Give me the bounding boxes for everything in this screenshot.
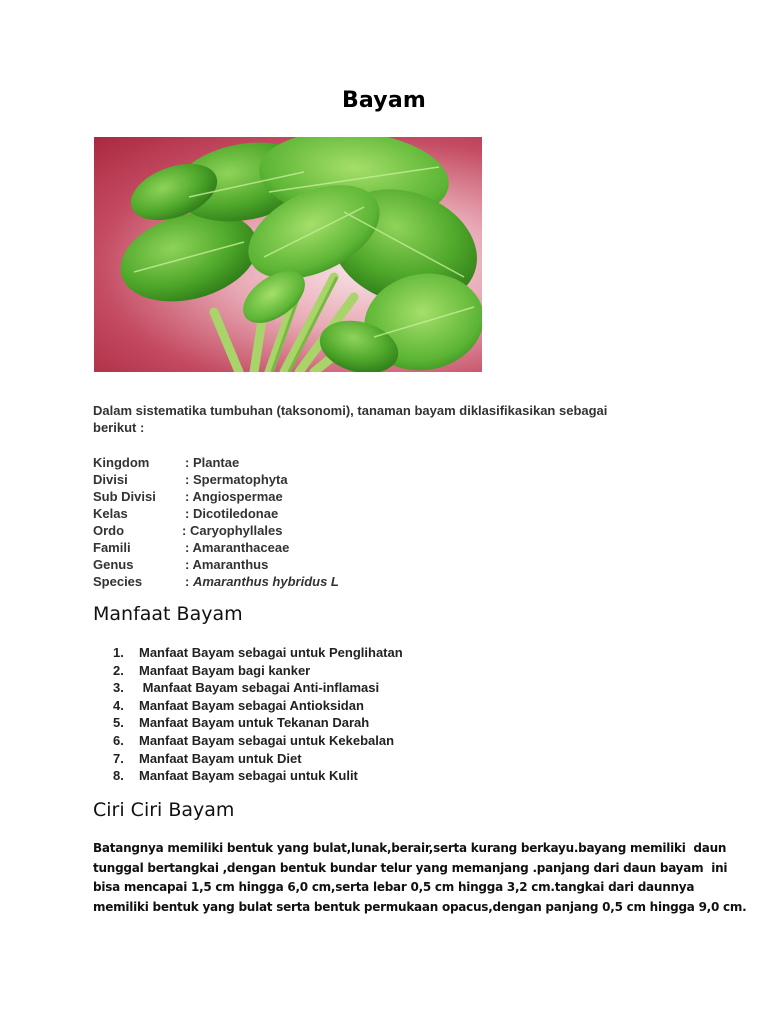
- list-text: Manfaat Bayam sebagai Antioksidan: [139, 697, 364, 713]
- intro-text: [93, 402, 653, 436]
- list-text: Manfaat Bayam untuk Tekanan Darah: [139, 715, 370, 731]
- taxonomy-value: Angiospermae: [192, 489, 283, 504]
- taxonomy-sep: :: [185, 557, 193, 572]
- list-item: [113, 750, 563, 768]
- ciri-paragraph: [93, 839, 747, 917]
- list-item: [113, 644, 563, 662]
- taxonomy-sep: :: [185, 506, 193, 521]
- list-text: Manfaat Bayam sebagai untuk Kulit: [139, 768, 358, 784]
- list-number: 2.: [113, 662, 124, 678]
- taxonomy-row: [93, 488, 493, 505]
- taxonomy-key: Kingdom: [93, 455, 150, 470]
- list-number: 5.: [113, 715, 124, 731]
- spinach-leaves-illustration: [94, 137, 482, 372]
- paragraph-line: tunggal bertangkai ,dengan bentuk bundar telur yang memanjang .panjang dari daun bayam ini: [93, 860, 728, 875]
- taxonomy-value: Amaranthaceae: [192, 540, 290, 555]
- list-number: 8.: [113, 768, 124, 784]
- taxonomy-key: Ordo: [93, 523, 125, 538]
- list-number: 1.: [113, 645, 124, 660]
- ciri-heading: Ciri Ciri Bayam: [93, 799, 235, 821]
- list-text: Manfaat Bayam sebagai untuk Kekebalan: [139, 732, 395, 748]
- list-item: [113, 662, 563, 680]
- taxonomy-key: Species: [93, 574, 143, 589]
- list-item: [113, 697, 563, 715]
- intro-line: berikut :: [93, 420, 145, 435]
- manfaat-list: [113, 644, 563, 785]
- list-item: [113, 767, 563, 785]
- taxonomy-value: Dicotiledonae: [192, 506, 279, 521]
- list-item: [113, 732, 563, 750]
- page-title: Bayam: [341, 88, 427, 113]
- taxonomy-sep: :: [185, 472, 193, 487]
- taxonomy-row: [93, 522, 493, 539]
- manfaat-heading: Manfaat Bayam: [93, 603, 243, 625]
- taxonomy-sep: :: [185, 540, 193, 555]
- taxonomy-sep: :: [182, 523, 190, 538]
- taxonomy-row: [93, 505, 493, 522]
- taxonomy-key: Divisi: [93, 472, 128, 487]
- taxonomy-row: [93, 454, 493, 471]
- taxonomy-row: [93, 573, 493, 590]
- intro-line: Dalam sistematika tumbuhan (taksonomi), tanaman bayam diklasifikasikan sebagai: [93, 403, 608, 418]
- list-number: 3.: [113, 680, 124, 696]
- paragraph-line: memiliki bentuk yang bulat serta bentuk permukaan opacus,dengan panjang 0,5 cm hingga 9,0 cm.: [93, 899, 747, 914]
- taxonomy-row: [93, 539, 493, 556]
- taxonomy-value: Amaranthus hybridus L: [192, 574, 339, 589]
- paragraph-line: Batangnya memiliki bentuk yang bulat,lunak,berair,serta kurang berkayu.bayang memiliki daun: [93, 841, 727, 855]
- spinach-photo: [94, 137, 482, 372]
- taxonomy-sep: :: [185, 489, 193, 504]
- list-text: Manfaat Bayam sebagai Anti-inflamasi: [139, 680, 380, 696]
- taxonomy-value: Plantae: [192, 455, 240, 470]
- list-text: Manfaat Bayam sebagai untuk Penglihatan: [139, 645, 403, 660]
- list-item: [113, 679, 563, 697]
- taxonomy-value: Caryophyllales: [189, 523, 283, 538]
- taxonomy-value: Amaranthus: [192, 557, 269, 572]
- taxonomy-key: Sub Divisi: [93, 489, 156, 504]
- taxonomy-row: [93, 556, 493, 573]
- list-text: Manfaat Bayam untuk Diet: [139, 750, 302, 766]
- paragraph-line: bisa mencapai 1,5 cm hingga 6,0 cm,serta lebar 0,5 cm hingga 3,2 cm.tangkai dari daunnya: [93, 880, 695, 895]
- taxonomy-row: [93, 471, 493, 488]
- taxonomy-table: [93, 454, 493, 590]
- taxonomy-sep: :: [185, 574, 193, 589]
- list-number: 6.: [113, 732, 124, 748]
- taxonomy-key: Famili: [93, 540, 131, 555]
- taxonomy-value: Spermatophyta: [192, 472, 288, 487]
- taxonomy-sep: :: [185, 455, 193, 470]
- taxonomy-key: Genus: [93, 557, 134, 572]
- list-number: 4.: [113, 697, 124, 713]
- list-text: Manfaat Bayam bagi kanker: [139, 662, 311, 678]
- list-item: [113, 714, 563, 732]
- list-number: 7.: [113, 750, 124, 766]
- taxonomy-key: Kelas: [93, 506, 128, 521]
